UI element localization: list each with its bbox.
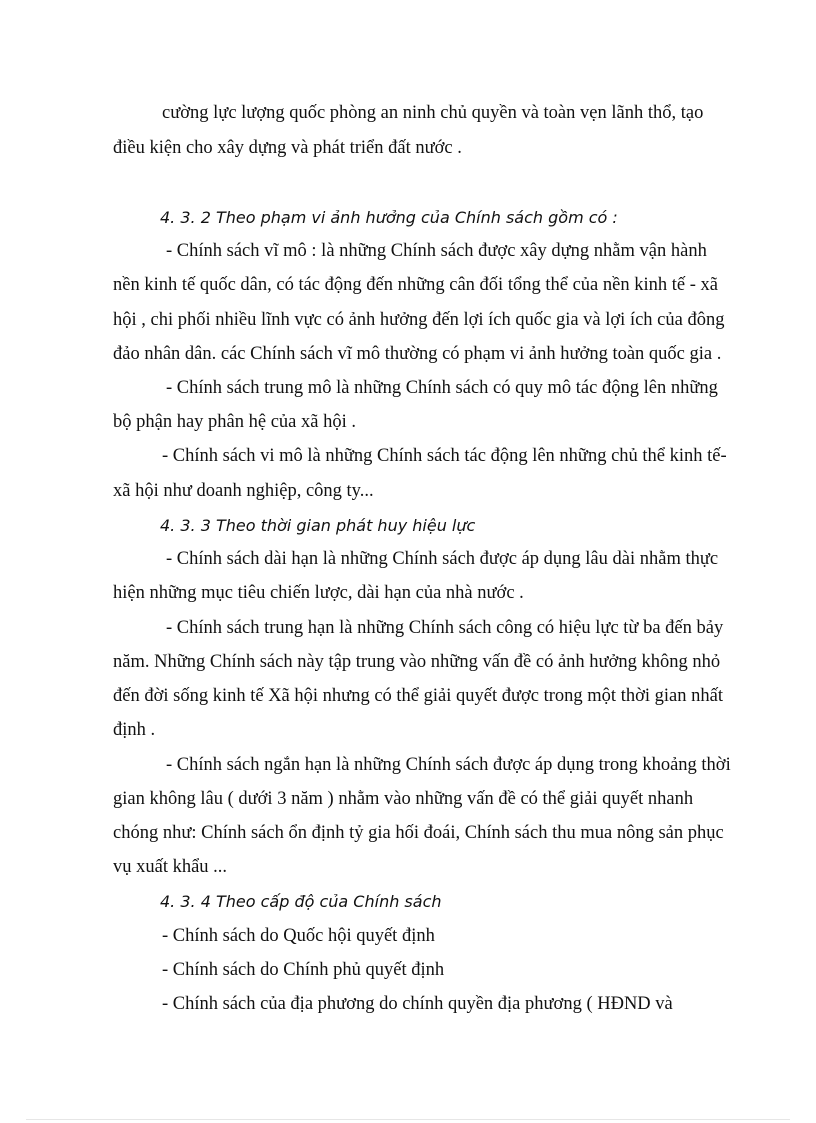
section-heading-4-3-2: 4. 3. 2 Theo phạm vi ảnh hưởng của Chính sách gồm có : <box>160 208 618 227</box>
section-heading-4-3-3: 4. 3. 3 Theo thời gian phát huy hiệu lực <box>160 516 476 535</box>
text-line: - Chính sách ngắn hạn là những Chính sách được áp dụng trong khoảng thời <box>166 755 731 775</box>
text-line: định . <box>113 720 156 740</box>
text-line: nền kinh tế quốc dân, có tác động đến những cân đối tổng thể của nền kinh tế - xã <box>113 275 718 295</box>
text-line: hội , chi phối nhiều lĩnh vực có ảnh hưởng đến lợi ích quốc gia và lợi ích của đông <box>113 310 725 330</box>
text-line: - Chính sách do Quốc hội quyết định <box>162 926 435 946</box>
text-line: chóng như: Chính sách ổn định tỷ gia hối đoái, Chính sách thu mua nông sản phục <box>113 823 724 843</box>
text-line: - Chính sách của địa phương do chính quyền địa phương ( HĐND và <box>162 994 673 1014</box>
section-heading-4-3-4: 4. 3. 4 Theo cấp độ của Chính sách <box>160 892 442 911</box>
text-line: - Chính sách vĩ mô : là những Chính sách được xây dựng nhằm vận hành <box>166 241 707 261</box>
text-line: cường lực lượng quốc phòng an ninh chủ quyền và toàn vẹn lãnh thổ, tạo <box>162 103 704 123</box>
text-line: điều kiện cho xây dựng và phát triển đất nước . <box>113 138 462 158</box>
text-line: năm. Những Chính sách này tập trung vào những vấn đề có ảnh hưởng không nhỏ <box>113 652 721 672</box>
text-line: - Chính sách do Chính phủ quyết định <box>162 960 445 980</box>
text-line: gian không lâu ( dưới 3 năm ) nhằm vào những vấn đề có thể giải quyết nhanh <box>113 789 694 809</box>
text-line: xã hội như doanh nghiệp, công ty... <box>113 481 374 501</box>
text-line: - Chính sách vi mô là những Chính sách tác động lên những chủ thể kinh tế- <box>162 446 727 466</box>
text-line: - Chính sách trung mô là những Chính sách có quy mô tác động lên những <box>166 378 718 398</box>
text-line: - Chính sách trung hạn là những Chính sách công có hiệu lực từ ba đến bảy <box>166 618 724 638</box>
text-line: - Chính sách dài hạn là những Chính sách được áp dụng lâu dài nhằm thực <box>166 549 719 569</box>
text-line: đảo nhân dân. các Chính sách vĩ mô thường có phạm vi ảnh hưởng toàn quốc gia . <box>113 344 722 364</box>
text-line: bộ phận hay phân hệ của xã hội . <box>113 412 356 432</box>
text-line: đến đời sống kinh tế Xã hội nhưng có thể giải quyết được trong một thời gian nhất <box>113 686 723 706</box>
text-line: vụ xuất khẩu ... <box>113 857 228 877</box>
text-line: hiện những mục tiêu chiến lược, dài hạn của nhà nước . <box>113 583 524 603</box>
page-bottom-edge <box>26 1119 790 1120</box>
